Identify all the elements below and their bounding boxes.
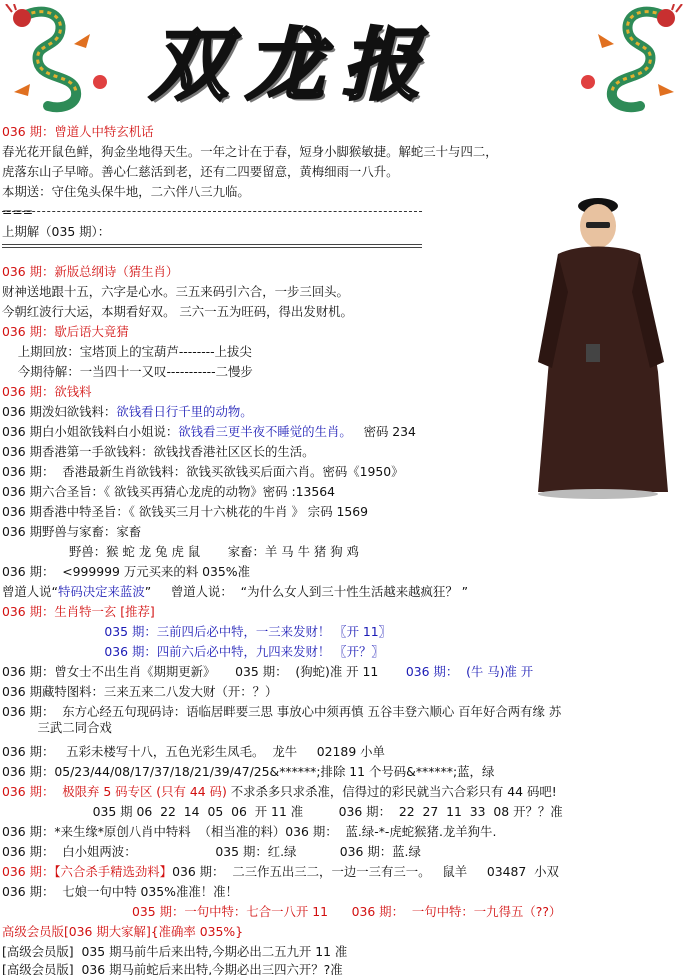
text-line (2, 684, 277, 699)
text-segment: === (2, 204, 34, 219)
text-segment: 036 期：新版总纲诗（猜生肖） (2, 264, 179, 279)
text-segment: 春光花开鼠色鲜，狗金坐地得天生。一年之计在于春，短身小脚猴敏捷。解蛇三十与四二， (2, 144, 498, 159)
text-segment: 密码 234 (351, 424, 416, 439)
text-line (2, 744, 385, 759)
text-line (2, 424, 416, 439)
text-line (2, 720, 112, 735)
text-line (2, 284, 349, 299)
text-segment: 036 期香港中特圣旨：《 欲钱买三月十六桃花的牛肖 》 宗码 1569 (2, 504, 369, 519)
text-segment: 036 期：曾道人中特玄机话 (2, 124, 154, 139)
text-segment: 036 期： 七娘一句中特 035%准准！准！ (2, 884, 238, 899)
text-line (2, 324, 129, 339)
text-segment: 特码决定来蓝波 (57, 584, 145, 599)
text-segment: 036 期：05/23/44/08/17/37/18/21/39/47/25&******;排除 11 个号码&******;蓝，绿 (2, 764, 495, 779)
text-segment: 本期送：守住兔头保牛地，二六伴八三九临。 (2, 184, 250, 199)
text-line (2, 344, 252, 359)
text-line (2, 304, 353, 319)
text-line (2, 144, 498, 159)
text-line (2, 164, 399, 179)
divider (2, 244, 422, 248)
text-segment: 036 期香港第一手欲钱料：欲钱找香港社区区长的生活。 (2, 444, 315, 459)
text-segment: 曾道人说“ (2, 584, 58, 599)
text-line (2, 704, 561, 719)
divider (2, 211, 422, 212)
text-line (2, 504, 368, 519)
text-line (2, 464, 404, 479)
text-line (2, 884, 238, 899)
text-segment: 035 期 06 22 14 05 06 开 11 准 036 期： 22 27 11 33 08 开？？准 (2, 804, 563, 819)
text-line (2, 364, 253, 379)
text-line (2, 962, 343, 975)
text-line (2, 764, 494, 779)
text-line (2, 544, 359, 559)
text-segment: 036 期： 二三作五出三二，一边一三有三一。 鼠羊 03487 小双 (172, 864, 559, 879)
text-line (2, 484, 335, 499)
text-segment: 036 期：歇后语大竟猜 (2, 324, 129, 339)
text-line (2, 584, 468, 599)
text-segment: 035 期：一句中特：七合一八开 11 036 期： 一句中特：一九得五（??） (2, 904, 562, 919)
right-dragon-illustration (564, 4, 684, 114)
text-segment: 野兽：猴 蛇 龙 兔 虎 鼠 家畜：羊 马 牛 猪 狗 鸡 (2, 544, 359, 559)
text-line (2, 384, 92, 399)
text-segment: 今期待解：一当四十一又叹-----------二慢步 (2, 364, 253, 379)
text-segment: 高级会员版[036 期大家解]{准确率 035%} (2, 924, 244, 939)
text-line (2, 644, 384, 659)
text-line (2, 904, 561, 919)
text-line (2, 944, 347, 959)
text-segment: 欲钱看日行千里的动物。 (116, 404, 253, 419)
text-segment: 036 期： 极限弃 5 码专区 (只有 44 码) (2, 784, 227, 799)
text-segment: 036 期：四前六后必中特，九四来发财！ 〖开？〗 (2, 644, 384, 659)
text-segment: 今朝红波行大运，本期看好双。 三六一五为旺码，得出发财机。 (2, 304, 353, 319)
text-segment: [高级会员版] 035 期马前牛后来出特,今期必出二五九开 11 准 (2, 944, 348, 959)
text-segment: 036 期白小姐欲钱料白小姐说： (2, 424, 179, 439)
text-segment: 036 期： <999999 万元买来的料 035%准 (2, 564, 250, 579)
text-line (2, 844, 421, 859)
text-line (2, 524, 141, 539)
text-line (2, 664, 533, 679)
text-line (2, 204, 33, 219)
masthead (0, 0, 688, 118)
text-line (2, 404, 253, 419)
text-segment: [高级会员版] 036 期马前蛇后来出特,今期必出三四六开？?准 (2, 962, 343, 975)
text-line (2, 824, 496, 839)
left-dragon-illustration (4, 4, 124, 114)
text-segment: 036 期六合圣旨：《 欲钱买再猜心龙虎的动物》密码 :13564 (2, 484, 336, 499)
text-segment: 三武二同合戏 (2, 720, 112, 735)
text-line (2, 444, 315, 459)
text-line (2, 224, 110, 239)
text-segment: 036 期：生肖特一玄 [推荐] (2, 604, 155, 619)
text-segment: 欲钱看三更半夜不睡觉的生肖。 (178, 424, 352, 439)
text-segment: 035 期：三前四后必中特，一三来发财！ 〖开 11〗 (2, 624, 392, 639)
text-line (2, 784, 557, 799)
text-segment: 036 期泼妇欲钱料： (2, 404, 117, 419)
text-segment: 036 期： (牛 马)准 开 (405, 664, 534, 679)
text-segment: 036 期藏特图料：三来五来二八发大财（开：？） (2, 684, 278, 699)
text-segment: ” 曾道人说： “为什么女人到三十性生活越来越疯狂？ ” (144, 584, 469, 599)
text-segment: 036 期野兽与家畜：家畜 (2, 524, 142, 539)
text-line (2, 864, 559, 879)
text-segment: 036 期： 香港最新生肖欲钱料：欲钱买欲钱买后面六肖。密码《1950》 (2, 464, 404, 479)
text-segment: 036 期：曾女士不出生肖《期期更新》 035 期： (狗蛇)准 开 11 (2, 664, 406, 679)
text-segment: 虎落东山子早啼。善心仁慈活到老，还有二四要留意，黄梅细雨一八升。 (2, 164, 399, 179)
masthead-title: 双龙报 (150, 20, 439, 111)
text-segment: 036 期： 白小姐两波： 035 期：红.绿 036 期：蓝.绿 (2, 844, 421, 859)
text-segment: 036 期： 五彩未楼写十八，五色光彩生凤毛。 龙牛 02189 小单 (2, 744, 385, 759)
text-line (2, 264, 178, 279)
text-segment: 036 期：【六合杀手精选劲料】 (2, 864, 173, 879)
text-line (2, 604, 155, 619)
text-segment: 036 期： 东方心经五句现码诗：语临居畔要三思 事放心中须再慎 五谷丰登六顺心 百年好合两有缘 苏 (2, 704, 562, 719)
text-line (2, 124, 154, 139)
text-segment: 036 期：*来生缘*原创八肖中特料 （相当准的料）036 期： 蓝.绿-*-虎蛇猴猪.龙羊狗牛. (2, 824, 497, 839)
text-segment: 财神送地跟十五，六字是心水。三五来码引六合，一步三回头。 (2, 284, 349, 299)
text-segment: 036 期：欲钱料 (2, 384, 92, 399)
text-line (2, 564, 250, 579)
text-segment: 上期回放：宝塔顶上的宝葫芦--------上拔尖 (2, 344, 252, 359)
text-line (2, 184, 250, 199)
text-line (2, 804, 563, 819)
robed-man-portrait (518, 192, 682, 500)
text-line (2, 924, 243, 939)
text-segment: 不求杀多只求杀准，信得过的彩民就当六合彩只有 44 码吧! (226, 784, 557, 799)
text-line (2, 624, 391, 639)
text-segment: 上期解（035 期）： (2, 224, 111, 239)
